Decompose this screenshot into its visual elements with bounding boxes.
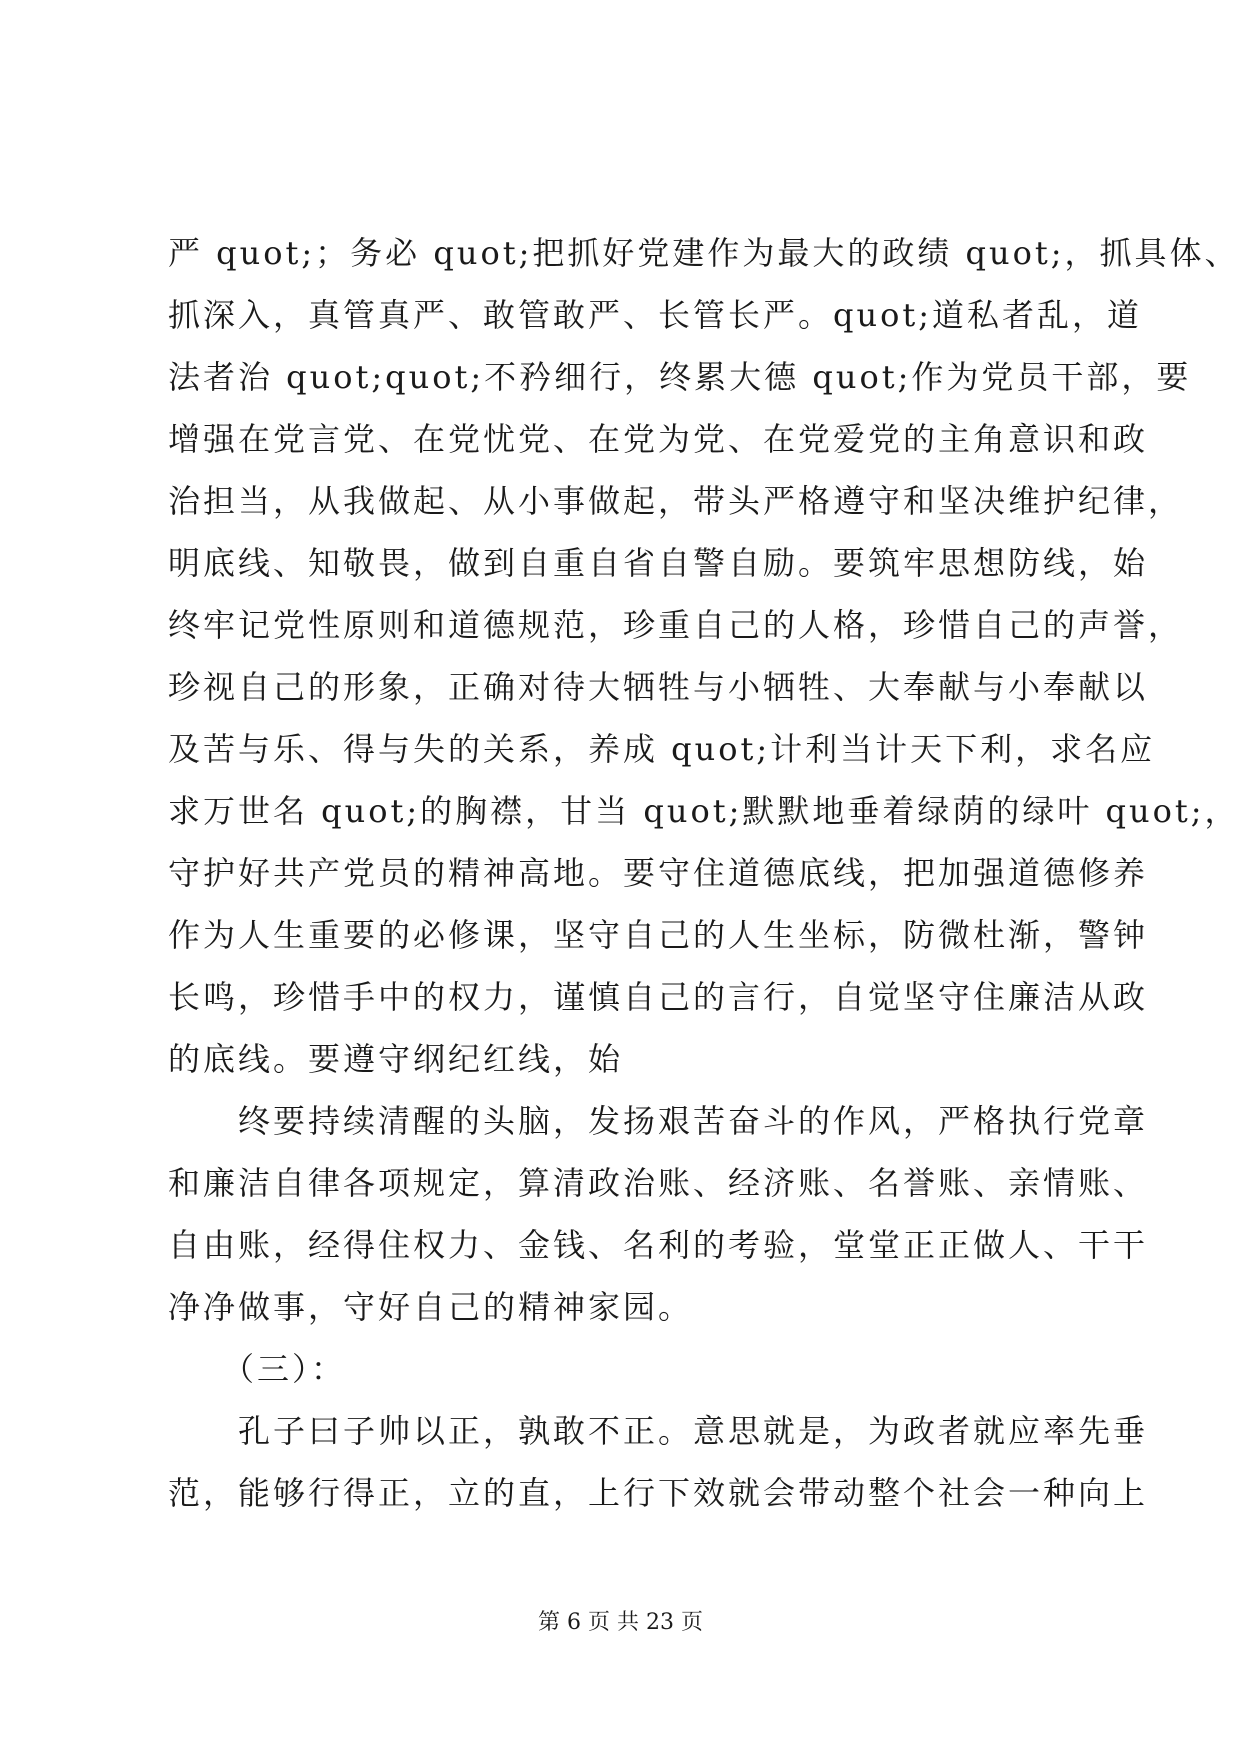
section-heading: （三）： (168, 1350, 347, 1388)
text-line: 长鸣，珍惜手中的权力，谨慎自己的言行，自觉坚守住廉洁从政 (168, 978, 1149, 1016)
text-line: 终牢记党性原则和道德规范，珍重自己的人格，珍惜自己的声誉， (168, 606, 1184, 644)
text-line: 守护好共产党员的精神高地。要守住道德底线，把加强道德修养 (168, 854, 1149, 892)
text-line: 终要持续清醒的头脑，发扬艰苦奋斗的作风，严格执行党章 (168, 1102, 1149, 1140)
text-line: 孔子曰子帅以正，孰敢不正。意思就是，为政者就应率先垂 (168, 1412, 1149, 1450)
text-line: 治担当，从我做起、从小事做起，带头严格遵守和坚决维护纪律， (168, 482, 1184, 520)
text-line: 作为人生重要的必修课，坚守自己的人生坐标，防微杜渐，警钟 (168, 916, 1149, 954)
text-line: 的底线。要遵守纲纪红线，始 (168, 1040, 624, 1078)
text-line: 明底线、知敬畏，做到自重自省自警自励。要筑牢思想防线，始 (168, 544, 1149, 582)
text-line: 净净做事，守好自己的精神家园。 (168, 1288, 694, 1326)
text-line: 珍视自己的形象，正确对待大牺牲与小牺牲、大奉献与小奉献以 (168, 668, 1149, 706)
text-line: 法者治 quot;quot;不矜细行，终累大德 quot;作为党员干部，要 (168, 358, 1192, 396)
text-line: 和廉洁自律各项规定，算清政治账、经济账、名誉账、亲情账、 (168, 1164, 1149, 1202)
page-number-footer: 第 6 页 共 23 页 (538, 1610, 703, 1635)
text-line: 抓深入，真管真严、敢管敢严、长管长严。quot;道私者乱，道 (168, 296, 1143, 334)
text-line: 增强在党言党、在党忧党、在党为党、在党爱党的主角意识和政 (168, 420, 1149, 458)
text-line: 求万世名 quot;的胸襟，甘当 quot;默默地垂着绿荫的绿叶 quot;， (168, 792, 1240, 830)
body-text (168, 232, 1240, 1534)
text-line: 自由账，经得住权力、金钱、名利的考验，堂堂正正做人、干干 (168, 1226, 1149, 1264)
text-line: 范，能够行得正，立的直，上行下效就会带动整个社会一种向上 (168, 1474, 1149, 1512)
text-line: 严 quot;；务必 quot;把抓好党建作为最大的政绩 quot;，抓具体、 (168, 234, 1240, 272)
text-line: 及苦与乐、得与失的关系，养成 quot;计利当计天下利，求名应 (168, 730, 1156, 768)
